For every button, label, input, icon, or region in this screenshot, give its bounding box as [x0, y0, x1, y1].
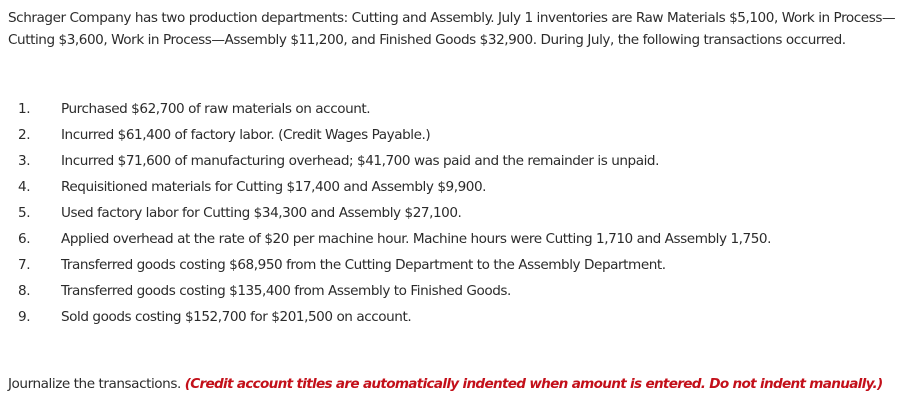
- transaction-item: [0, 252, 911, 278]
- transaction-text: Applied overhead at the rate of $20 per machine hour. Machine hours were Cutting 1,710 and Assembly 1,750.: [61, 231, 772, 247]
- transaction-text: Used factory labor for Cutting $34,300 and Assembly $27,100.: [61, 205, 462, 221]
- transaction-item: [0, 200, 911, 226]
- transaction-number: 6.: [18, 231, 31, 247]
- transaction-text: Incurred $61,400 of factory labor. (Credit Wages Payable.): [61, 127, 431, 143]
- transaction-number: 4.: [18, 179, 31, 195]
- instruction-text: Journalize the transactions.: [8, 376, 181, 392]
- transaction-number: 7.: [18, 257, 31, 273]
- journalize-instruction: [8, 373, 882, 395]
- transaction-text: Incurred $71,600 of manufacturing overhead; $41,700 was paid and the remainder is unpaid.: [61, 153, 659, 169]
- transaction-text: Transferred goods costing $135,400 from Assembly to Finished Goods.: [61, 283, 511, 299]
- transaction-text: Purchased $62,700 of raw materials on account.: [61, 101, 371, 117]
- transaction-item: [0, 304, 911, 330]
- transaction-list: [0, 96, 911, 330]
- transaction-item: [0, 122, 911, 148]
- transaction-number: 2.: [18, 127, 31, 143]
- transaction-item: [0, 226, 911, 252]
- transaction-number: 8.: [18, 283, 31, 299]
- transaction-number: 5.: [18, 205, 31, 221]
- transaction-number: 1.: [18, 101, 31, 117]
- transaction-number: 9.: [18, 309, 31, 325]
- transaction-item: [0, 278, 911, 304]
- transaction-number: 3.: [18, 153, 31, 169]
- transaction-text: Requisitioned materials for Cutting $17,400 and Assembly $9,900.: [61, 179, 487, 195]
- transaction-text: Sold goods costing $152,700 for $201,500 on account.: [61, 309, 412, 325]
- transaction-item: [0, 174, 911, 200]
- transaction-item: [0, 96, 911, 122]
- problem-intro: Schrager Company has two production departments: Cutting and Assembly. July 1 inventories are Raw Materials $5,100, Work in Process—Cutting $3,600, Work in Process—Assembly $11,200, and Finished Goods $32,900. During July, the following transactions occurred.: [8, 10, 896, 48]
- transaction-text: Transferred goods costing $68,950 from the Cutting Department to the Assembly Department.: [61, 257, 666, 273]
- instruction-note: (Credit account titles are automatically indented when amount is entered. Do not indent manually.): [184, 376, 883, 392]
- transaction-item: [0, 148, 911, 174]
